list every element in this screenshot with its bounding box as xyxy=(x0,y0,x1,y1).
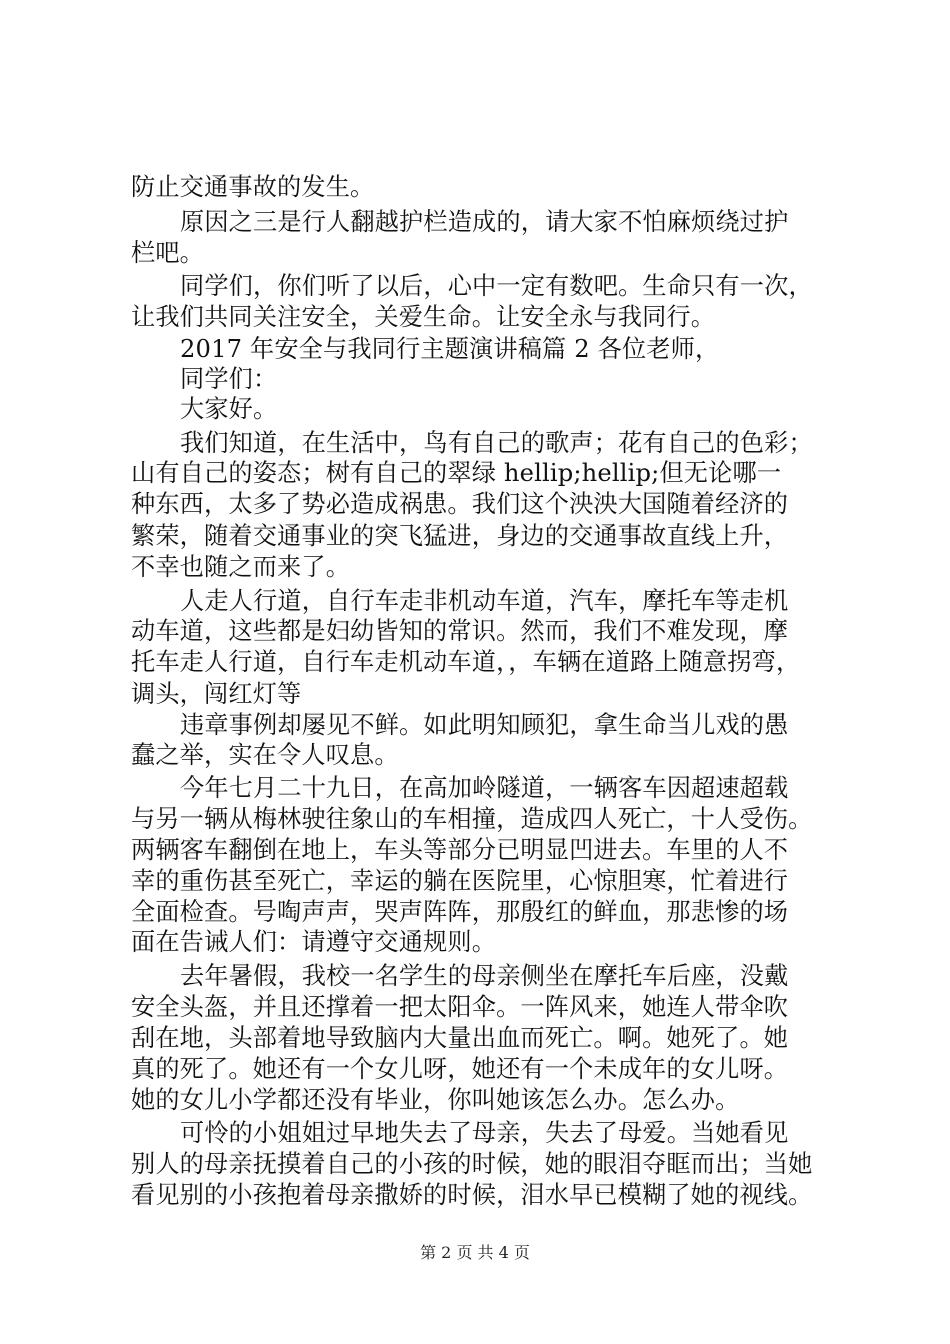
text-line-13: 不幸也随之而来了。 xyxy=(131,553,351,581)
text-line-1: 防止交通事故的发生。 xyxy=(131,173,375,201)
text-line-24: 全面检查。号啕声声，哭声阵阵，那殷红的鲜血，那悲惨的场 xyxy=(131,898,789,926)
text-line-14: 人走人行道，自行车走非机动车道，汽车，摩托车等走机 xyxy=(180,587,789,615)
text-line-18: 违章事例却屡见不鲜。如此明知顾犯，拿生命当儿戏的愚 xyxy=(180,711,789,739)
text-line-9: 我们知道，在生活中，鸟有自己的歌声；花有自己的色彩； xyxy=(180,429,813,457)
text-line-26: 去年暑假，我校一名学生的母亲侧坐在摩托车后座，没戴 xyxy=(180,962,789,990)
text-line-4: 同学们，你们听了以后，心中一定有数吧。生命只有一次， xyxy=(180,272,813,300)
text-line-7: 同学们： xyxy=(180,365,278,393)
text-line-32: 别人的母亲抚摸着自己的小孩的时候，她的眼泪夺眶而出；当她 xyxy=(131,1150,813,1178)
text-line-2: 原因之三是行人翻越护栏造成的，请大家不怕麻烦绕过护 xyxy=(180,208,789,236)
text-line-6: 2017 年安全与我同行主题演讲稿篇 2 各位老师， xyxy=(180,335,720,363)
text-line-17: 调头，闯红灯等 xyxy=(131,680,302,708)
text-line-16: 托车走人行道，自行车走机动车道，，车辆在道路上随意拐弯， xyxy=(131,648,801,676)
text-line-3: 栏吧。 xyxy=(131,239,205,267)
page-footer: 第 2 页 共 4 页 xyxy=(420,1243,530,1262)
text-line-25: 面在告诫人们：请遵守交通规则。 xyxy=(131,928,497,956)
text-line-12: 繁荣，随着交通事业的突飞猛进，身边的交通事故直线上升， xyxy=(131,522,789,550)
text-line-11: 种东西，太多了势必造成祸患。我们这个泱泱大国随着经济的 xyxy=(131,490,789,518)
text-line-15: 动车道，这些都是妇幼皆知的常识。然而，我们不难发现，摩 xyxy=(131,617,789,645)
text-line-33: 看见别的小孩抱着母亲撒娇的时候，泪水早已模糊了她的视线。 xyxy=(131,1181,813,1209)
text-line-23: 幸的重伤甚至死亡，幸运的躺在医院里，心惊胆寒，忙着进行 xyxy=(131,867,789,895)
text-line-29: 真的死了。她还有一个女儿呀，她还有一个未成年的女儿呀。 xyxy=(131,1055,789,1083)
text-line-22: 两辆客车翻倒在地上，车头等部分已明显凹进去。车里的人不 xyxy=(131,836,789,864)
text-line-8: 大家好。 xyxy=(180,395,278,423)
text-line-28: 刮在地，头部着地导致脑内大量出血而死亡。啊。她死了。她 xyxy=(131,1024,789,1052)
text-line-5: 让我们共同关注安全，关爱生命。让安全永与我同行。 xyxy=(131,303,716,331)
text-line-10: 山有自己的姿态；树有自己的翠绿 hellip;hellip;但无论哪一 xyxy=(131,459,782,487)
text-line-21: 与另一辆从梅林驶往象山的车相撞，造成四人死亡，十人受伤。 xyxy=(131,805,813,833)
text-line-30: 她的女儿小学都还没有毕业，你叫她该怎么办。怎么办。 xyxy=(131,1086,740,1114)
text-line-20: 今年七月二十九日，在高加岭隧道，一辆客车因超速超载 xyxy=(180,774,789,802)
text-line-27: 安全头盔，并且还撑着一把太阳伞。一阵风来，她连人带伞吹 xyxy=(131,993,789,1021)
text-line-31: 可怜的小姐姐过早地失去了母亲，失去了母爱。当她看见 xyxy=(180,1119,789,1147)
text-line-19: 蠢之举，实在令人叹息。 xyxy=(131,741,399,769)
